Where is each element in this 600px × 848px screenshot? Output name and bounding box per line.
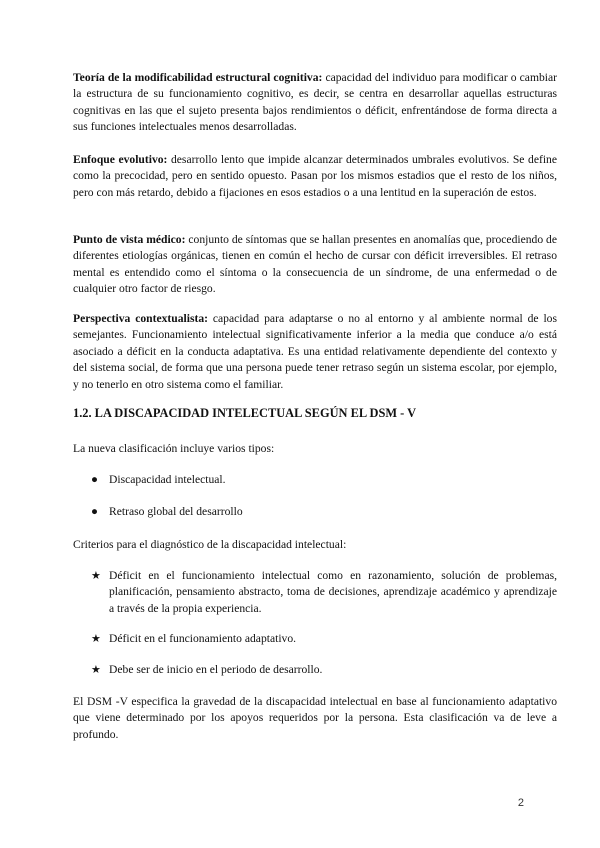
criteria-item-text: Déficit en el funcionamiento intelectual como en razonamiento, solución de problemas, planificación, pensamiento abstracto, toma de decisiones, aprendizaje académico y aprendizaje a través de la propia experiencia. (109, 569, 557, 615)
text-evolutivo: desarrollo lento que impide alcanzar determinados umbrales evolutivos. Se define como la precocidad, pero en sentido opuesto. Pasan por los mismos estadios que el resto de los niños, pero con más retardo, debido a fijaciones en esos estadios o a una lentitud en la superación de estos. (73, 153, 557, 199)
star-marker: ★ (91, 569, 101, 582)
text-teoria: capacidad del individuo para modificar o cambiar la estructura de su funcionamiento cognitivo, es decir, se centra en desarrollar aquellas estructuras cognitivas en las que el sujeto presenta bajos rendimientos o déficit, enfrentándose de forma directa a sus funciones intelectuales menos desarrolladas. (73, 71, 557, 134)
bullet-marker: ● (91, 473, 99, 486)
criteria-item (91, 631, 557, 647)
type-item-text: Retraso global del desarrollo (109, 505, 243, 518)
text-medico: conjunto de síntomas que se hallan presentes en anomalías que, procediendo de diferentes etiologías orgánicas, tienen en común el hecho de cursar con déficit irreversibles. El retraso mental es entendido como el síntoma o la consecuencia de un síndrome, de una enfermedad o de cualquier otro factor de riesgo. (73, 233, 557, 296)
star-marker: ★ (91, 663, 101, 676)
criteria-item (91, 662, 557, 678)
section-heading: 1.2. LA DISCAPACIDAD INTELECTUAL SEGÚN EL DSM - V (73, 406, 417, 420)
type-item-text: Discapacidad intelectual. (109, 473, 226, 486)
text-contextualista: capacidad para adaptarse o no al entorno y al ambiente normal de los semejantes. Funcionamiento intelectual significativamente inferior a la media que conduce a/o está asociado a déficit en la conducta adaptativa. Es una entidad relativamente dependiente del contexto y del sistema social, de forma que una persona puede tener retraso según un sistema escolar, por ejemplo, y no tenerlo en otro sistema como el familiar. (73, 312, 557, 391)
paragraph-teoria (73, 70, 557, 136)
term-contextualista: Perspectiva contextualista: (73, 312, 208, 325)
criteria-item-text: Déficit en el funcionamiento adaptativo. (109, 632, 297, 645)
term-medico: Punto de vista médico: (73, 233, 186, 246)
intro-types: La nueva clasificación incluye varios tipos: (73, 442, 275, 455)
page-number: 2 (517, 797, 524, 809)
paragraph-medico (73, 232, 557, 298)
paragraph-contextualista (73, 311, 557, 393)
criteria-item (91, 568, 557, 617)
star-marker: ★ (91, 632, 101, 645)
closing-paragraph: El DSM -V especifica la gravedad de la discapacidad intelectual en base al funcionamiento adaptativo que viene determinado por los apoyos requeridos por la persona. Esta clasificación va de leve a profundo. (73, 695, 557, 741)
bullet-marker: ● (91, 505, 99, 518)
criteria-intro: Criterios para el diagnóstico de la discapacidad intelectual: (73, 538, 347, 551)
criteria-item-text: Debe ser de inicio en el periodo de desarrollo. (109, 663, 323, 676)
term-teoria: Teoría de la modificabilidad estructural cognitiva: (73, 71, 323, 84)
term-evolutivo: Enfoque evolutivo: (73, 153, 168, 166)
paragraph-evolutivo (73, 152, 557, 201)
